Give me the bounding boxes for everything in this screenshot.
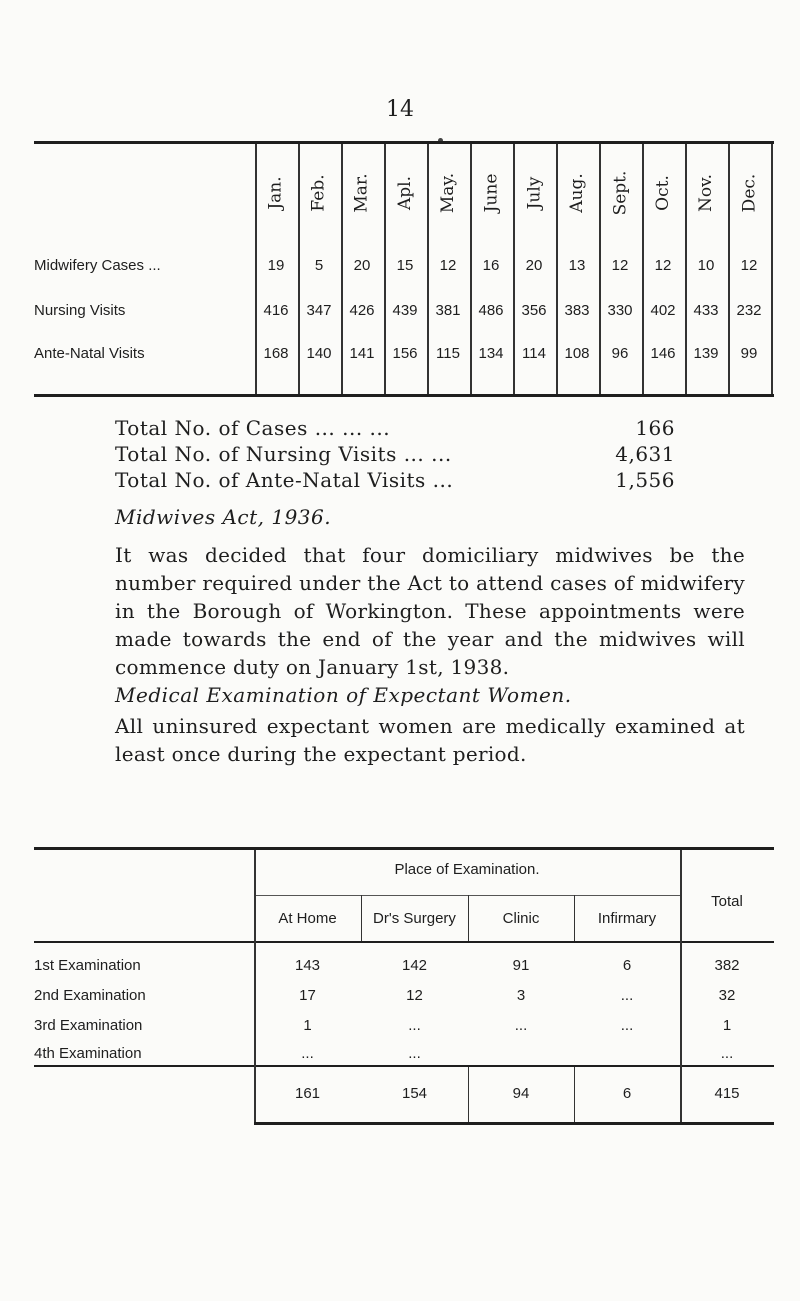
month-header-0 (259, 153, 293, 233)
table-bottom-rule (34, 394, 774, 397)
exam-sum-cell: 6 (622, 1085, 632, 1102)
exam-total-cell: 32 (718, 987, 736, 1004)
exam-divider (680, 850, 682, 1122)
exam-cell: 91 (512, 957, 530, 974)
exam-cell: ... (301, 1045, 314, 1062)
month-label: Apl. (395, 176, 415, 210)
table-cell: 114 (522, 345, 546, 362)
section-heading-midwives-act: Midwives Act, 1936. (115, 505, 332, 529)
total-header: Total (711, 893, 743, 910)
section-heading-medical-examination: Medical Examination of Expectant Women. (115, 683, 572, 707)
table-cell: 330 (607, 302, 633, 319)
exam-cell: 12 (406, 987, 423, 1004)
table-cell: 12 (611, 257, 629, 274)
exam-cell: ... (514, 1017, 528, 1034)
column-divider (771, 144, 773, 394)
exam-cell: ... (408, 1045, 421, 1062)
table-cell: 416 (263, 302, 289, 319)
column-divider (341, 144, 343, 394)
exam-cell: 1 (303, 1017, 312, 1034)
exam-row-label: 1st Examination (34, 957, 141, 974)
month-header-10 (689, 153, 723, 233)
table-cell: 356 (521, 302, 547, 319)
column-header: At Home (278, 910, 337, 927)
page-number: 14 (386, 97, 414, 122)
month-header-2 (345, 153, 379, 233)
month-label: June (481, 173, 501, 213)
table-cell: 381 (435, 302, 461, 319)
table-cell: 232 (736, 302, 762, 319)
month-label: Jan. (266, 176, 286, 210)
table-cell: 12 (740, 257, 758, 274)
totals-value: 1,556 (615, 468, 675, 492)
month-label: Nov. (696, 173, 717, 213)
row-label: Midwifery Cases ... (34, 257, 161, 274)
table-cell: 20 (525, 257, 543, 274)
table-cell: 16 (482, 257, 500, 274)
table-cell: 433 (693, 302, 719, 319)
month-header-8 (603, 153, 637, 233)
totals-label: Total No. of Ante-Natal Visits ... (115, 468, 454, 492)
column-divider (728, 144, 730, 394)
table-cell: 10 (697, 257, 715, 274)
table-cell: 5 (314, 257, 324, 274)
table-cell: 12 (654, 257, 672, 274)
month-label: Aug. (567, 173, 588, 213)
totals-value: 4,631 (615, 442, 675, 466)
exam-top-rule (34, 847, 774, 850)
table-cell: 99 (740, 345, 758, 362)
column-divider (642, 144, 644, 394)
table-cell: 115 (436, 345, 460, 362)
table-cell: 139 (693, 345, 719, 362)
column-divider (685, 144, 687, 394)
month-header-6 (517, 153, 551, 233)
column-header: Infirmary (597, 910, 657, 927)
month-label: Dec. (739, 173, 759, 213)
table-cell: 141 (349, 345, 375, 362)
table-cell: 19 (267, 257, 285, 274)
column-divider (255, 144, 257, 394)
table-cell: 134 (478, 345, 504, 362)
paragraph-midwives-act: It was decided that four domiciliary midwives be the number required under the Act to attend cases of midwifery in the Borough of Workington. These appointments were made towards the end of the year and the midwives will commence duty on January 1st, 1938. (115, 543, 745, 679)
month-label: Sept. (610, 170, 631, 216)
column-divider (556, 144, 558, 394)
totals-label: Total No. of Cases ... ... ... (115, 416, 391, 440)
table-cell: 347 (306, 302, 332, 319)
monthly-statistics-table (34, 141, 774, 397)
table-cell: 96 (611, 345, 629, 362)
table-cell: 439 (392, 302, 418, 319)
table-cell: 108 (564, 345, 590, 362)
month-label: May. (438, 172, 459, 214)
column-divider (298, 144, 300, 394)
month-header-11 (732, 153, 766, 233)
month-header-3 (388, 153, 422, 233)
month-label: Mar. (352, 173, 372, 213)
table-cell: 402 (650, 302, 676, 319)
column-header: Dr's Surgery (373, 910, 456, 927)
table-cell: 15 (396, 257, 414, 274)
exam-total-cell: 382 (714, 957, 740, 974)
exam-divider (254, 850, 256, 1122)
totals-line (115, 468, 675, 494)
table-cell: 426 (349, 302, 375, 319)
exam-cell: ... (620, 1017, 634, 1034)
column-divider (427, 144, 429, 394)
place-of-examination-header: Place of Examination. (394, 861, 540, 878)
table-cell: 383 (564, 302, 590, 319)
totals-summary (115, 416, 675, 494)
totals-line (115, 442, 675, 468)
table-cell: 156 (392, 345, 418, 362)
exam-cell: ... (408, 1017, 421, 1034)
month-header-1 (302, 153, 336, 233)
examination-table (34, 847, 774, 1102)
exam-sum-cell: 154 (401, 1085, 428, 1102)
exam-sum-cell: 94 (512, 1085, 530, 1102)
exam-cell: 17 (299, 987, 316, 1004)
table-cell: 13 (568, 257, 586, 274)
table-cell: 486 (478, 302, 504, 319)
column-header: Clinic (502, 910, 540, 927)
month-header-9 (646, 153, 680, 233)
exam-cell: 3 (516, 987, 526, 1004)
month-label: July (524, 176, 544, 210)
table-cell: 140 (306, 345, 332, 362)
column-divider (599, 144, 601, 394)
column-divider (470, 144, 472, 394)
paragraph-medical-examination: All uninsured expectant women are medically examined at least once during the expectant period. (115, 714, 745, 766)
month-header-4 (431, 153, 465, 233)
column-divider (384, 144, 386, 394)
exam-row-label: 3rd Examination (34, 1017, 143, 1034)
table-cell: 146 (650, 345, 676, 362)
exam-cell: 6 (622, 957, 632, 974)
exam-total-cell: ... (720, 1045, 734, 1062)
totals-line (115, 416, 675, 442)
month-label: Oct. (653, 175, 674, 211)
row-label: Nursing Visits (34, 302, 126, 319)
table-top-rule (34, 141, 774, 144)
exam-sum-cell: 161 (294, 1085, 321, 1102)
row-label: Ante-Natal Visits (34, 345, 145, 362)
month-header-7 (560, 153, 594, 233)
month-label: Feb. (309, 174, 329, 212)
exam-cell: ... (620, 987, 634, 1004)
totals-value: 166 (635, 416, 675, 440)
exam-row-label: 2nd Examination (34, 987, 146, 1004)
table-cell: 12 (439, 257, 457, 274)
exam-total-cell: 1 (722, 1017, 732, 1034)
exam-cell: 143 (294, 957, 321, 974)
column-divider (513, 144, 515, 394)
exam-grand-total: 415 (714, 1085, 740, 1102)
exam-row-label: 4th Examination (34, 1045, 142, 1062)
month-header-5 (474, 153, 508, 233)
totals-label: Total No. of Nursing Visits ... ... (115, 442, 452, 466)
table-cell: 20 (353, 257, 371, 274)
exam-cell: 142 (401, 957, 428, 974)
table-cell: 168 (263, 345, 289, 362)
